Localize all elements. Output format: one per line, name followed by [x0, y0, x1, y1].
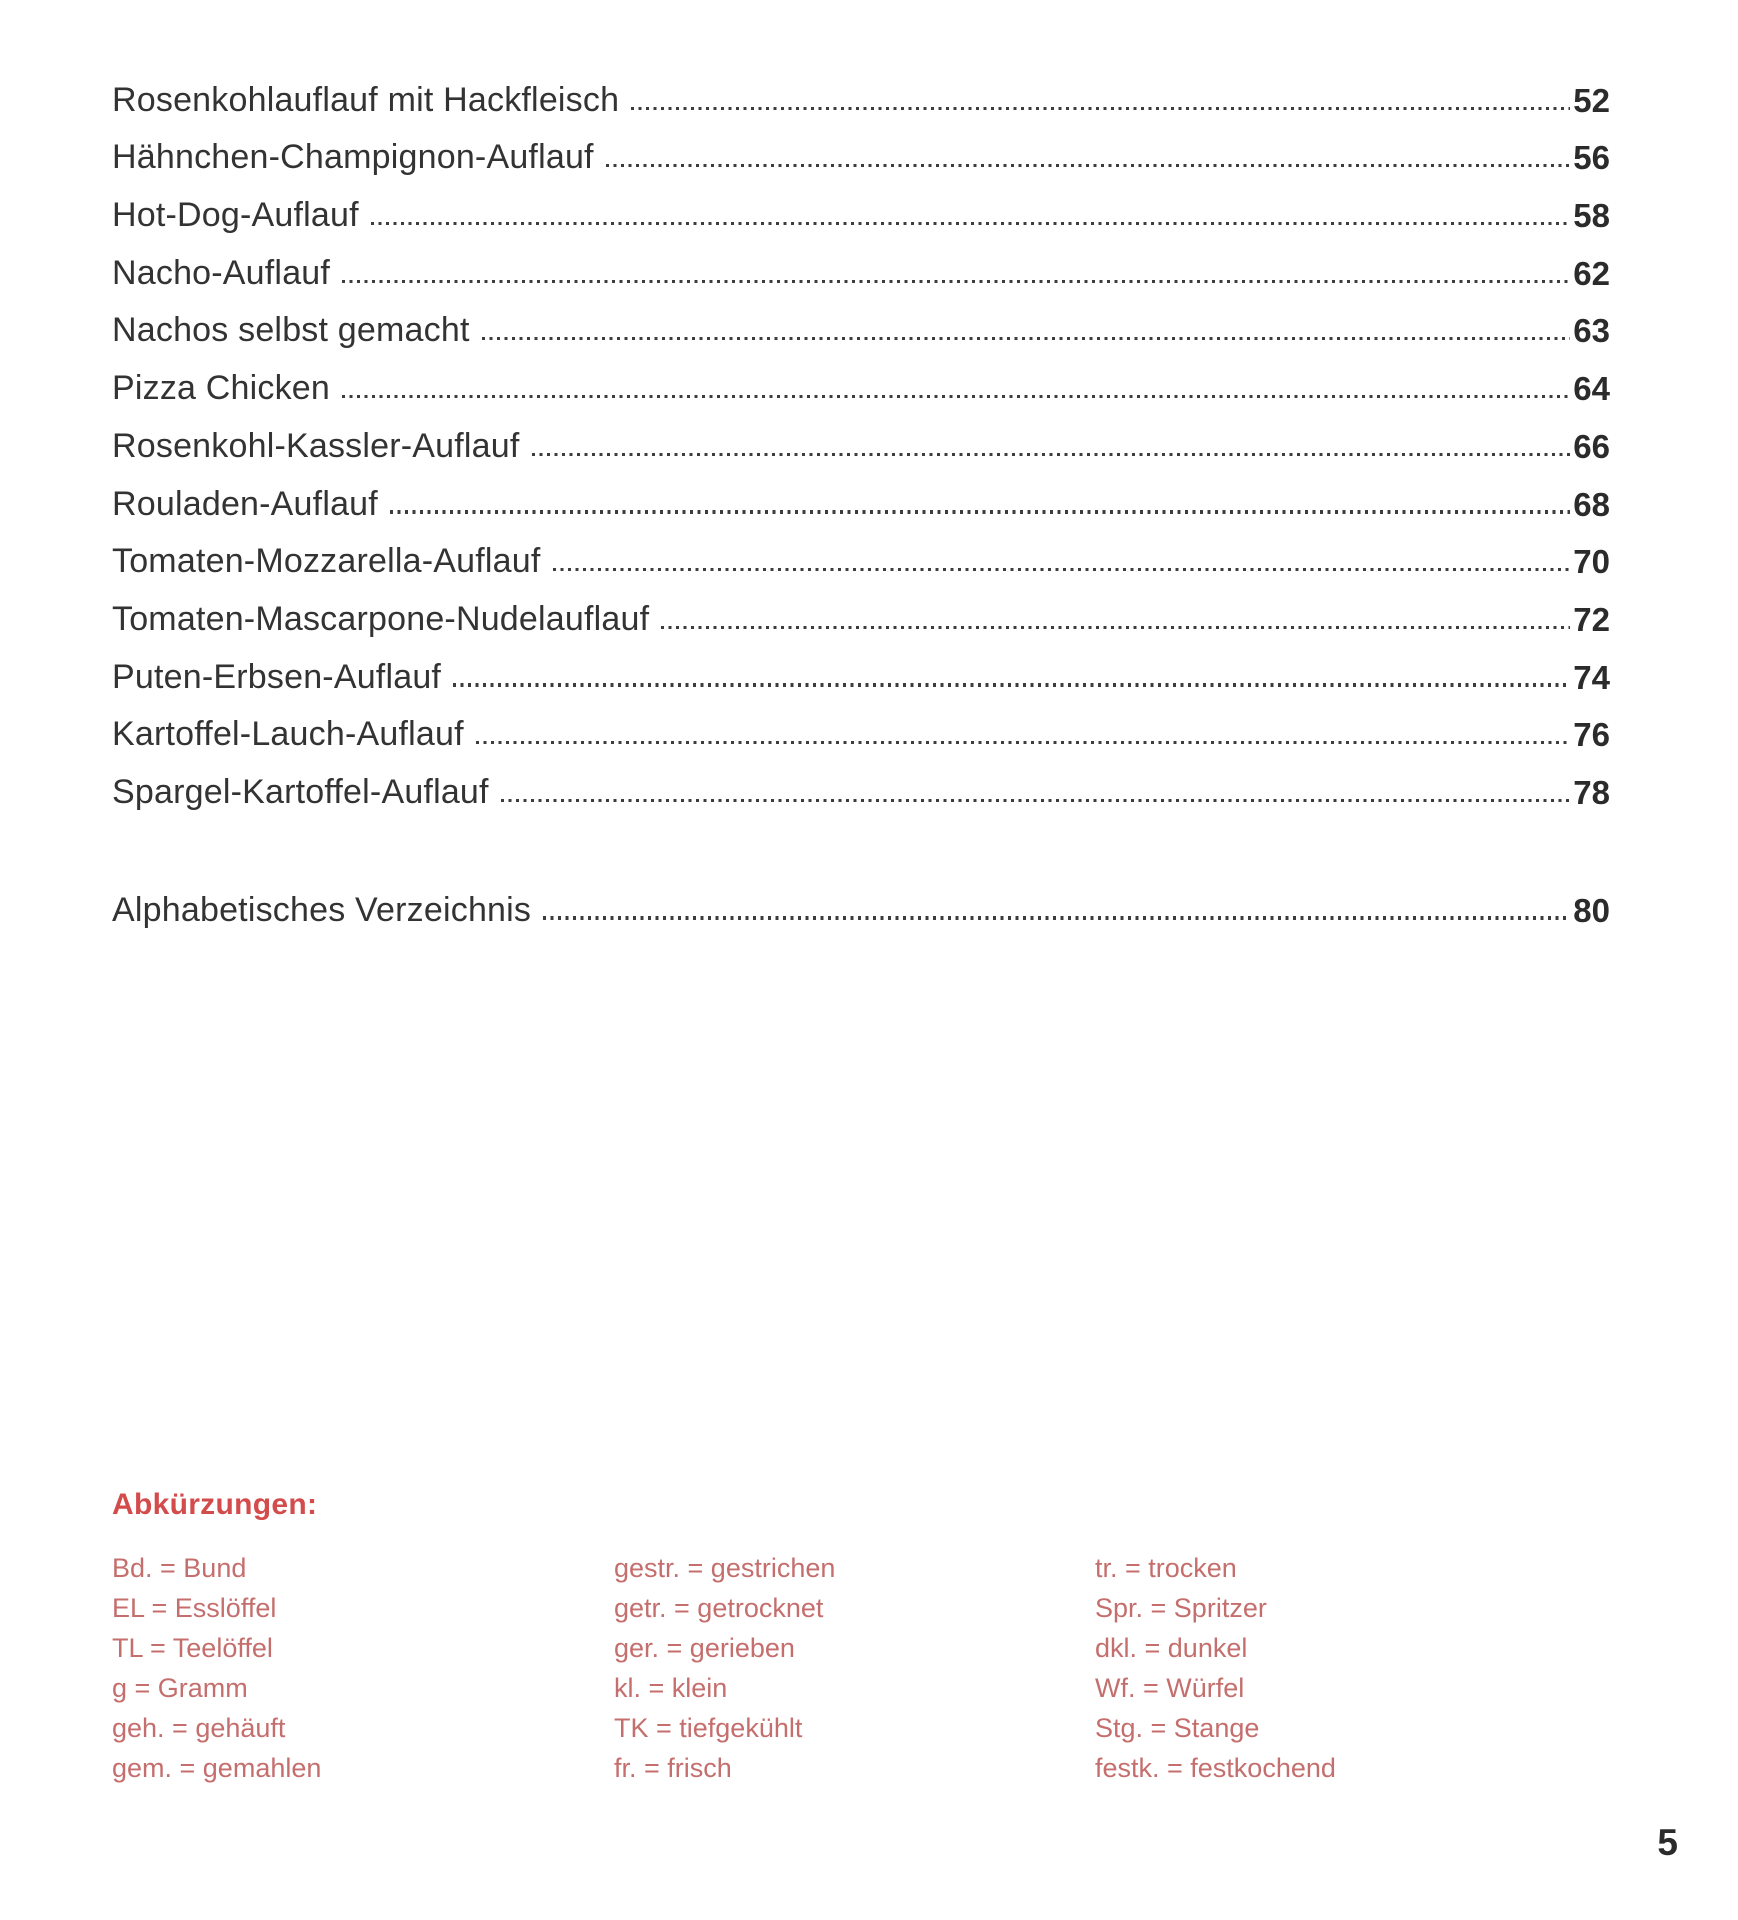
abbreviations-column [614, 1548, 1095, 1788]
abbreviations-columns [112, 1548, 1678, 1788]
toc-entry-label: Pizza Chicken [112, 369, 331, 408]
toc-entry-page-number: 72 [1573, 600, 1610, 638]
toc-entry-page-number: 63 [1573, 312, 1610, 350]
abbreviation-item: tr. = trocken [1095, 1553, 1237, 1583]
toc-row [112, 636, 1610, 694]
toc-row [112, 174, 1610, 235]
dotted-leader [476, 741, 1571, 744]
toc-entry-page-number: 74 [1573, 658, 1610, 696]
toc-row [112, 751, 1610, 809]
dotted-leader [342, 395, 1570, 398]
toc-list [112, 59, 1610, 927]
dotted-leader [661, 626, 1570, 629]
page-number: 5 [1657, 1822, 1678, 1863]
abbreviations-column [112, 1548, 614, 1788]
toc-row [112, 463, 1610, 521]
toc-entry-label: Spargel-Kartoffel-Auflauf [112, 772, 489, 811]
toc-entry-page-number: 68 [1573, 485, 1610, 523]
toc-entry-page-number: 52 [1573, 81, 1610, 119]
toc-entry-label: Rosenkohl-Kassler-Auflauf [112, 426, 520, 465]
abbreviation-item: g = Gramm [112, 1673, 248, 1703]
abbreviation-item: TK = tiefgekühlt [614, 1713, 803, 1743]
toc-entry-label: Kartoffel-Lauch-Auflauf [112, 715, 464, 754]
abbreviation-item: dkl. = dunkel [1095, 1633, 1248, 1663]
abbreviation-item: EL = Esslöffel [112, 1593, 277, 1623]
toc-entry-page-number: 56 [1573, 139, 1610, 177]
abbreviation-item: getr. = getrocknet [614, 1593, 824, 1623]
abbreviations-title: Abkürzungen: [112, 1488, 318, 1521]
toc-entry-page-number: 78 [1573, 773, 1610, 811]
abbreviations-column [1095, 1548, 1336, 1788]
dotted-leader [543, 916, 1570, 919]
toc-entry-label: Rouladen-Auflauf [112, 484, 378, 523]
toc-row [112, 405, 1610, 463]
toc-entry-page-number: 70 [1573, 543, 1610, 581]
abbreviation-item: gem. = gemahlen [112, 1753, 322, 1783]
toc-row [112, 290, 1610, 348]
dotted-leader [501, 799, 1571, 802]
toc-entry-page-number: 58 [1573, 197, 1610, 235]
dotted-leader [553, 568, 1571, 571]
abbreviation-item: gestr. = gestrichen [614, 1553, 836, 1583]
index-row [112, 869, 1610, 927]
abbreviation-item: geh. = gehäuft [112, 1713, 286, 1743]
toc-entry-label: Alphabetisches Verzeichnis [112, 890, 532, 929]
abbreviation-item: Spr. = Spritzer [1095, 1593, 1267, 1623]
toc-row [112, 117, 1610, 175]
toc-row [112, 347, 1610, 408]
abbreviation-item: Bd. = Bund [112, 1553, 247, 1583]
dotted-leader [453, 683, 1570, 686]
toc-entry-label: Rosenkohlauflauf mit Hackfleisch [112, 80, 620, 119]
toc-entry-label: Tomaten-Mozzarella-Auflauf [112, 542, 541, 581]
abbreviation-item: ger. = gerieben [614, 1633, 795, 1663]
abbreviation-item: festk. = festkochend [1095, 1753, 1336, 1783]
abbreviation-item: kl. = klein [614, 1673, 728, 1703]
dotted-leader [371, 222, 1571, 225]
toc-entry-label: Hot-Dog-Auflauf [112, 196, 359, 235]
toc-entry-page-number: 62 [1573, 254, 1610, 292]
dotted-leader [342, 280, 1570, 283]
abbreviation-item: fr. = frisch [614, 1753, 732, 1783]
toc-row [112, 521, 1610, 579]
abbreviation-item: TL = Teelöffel [112, 1633, 273, 1663]
toc-row [112, 694, 1610, 752]
toc-entry-label: Nacho-Auflauf [112, 253, 331, 292]
toc-entry-page-number: 64 [1573, 370, 1610, 408]
toc-row [112, 578, 1610, 636]
abbreviation-item: Stg. = Stange [1095, 1713, 1260, 1743]
dotted-leader [606, 164, 1571, 167]
toc-entry-label: Hähnchen-Champignon-Auflauf [112, 138, 594, 177]
toc-entry-page-number: 76 [1573, 716, 1610, 754]
abbreviations-section [112, 1488, 1678, 1788]
toc-entry-label: Nachos selbst gemacht [112, 311, 470, 350]
dotted-leader [532, 453, 1571, 456]
toc-entry-page-number: 80 [1573, 891, 1610, 929]
toc-entry-label: Puten-Erbsen-Auflauf [112, 657, 442, 696]
dotted-leader [631, 107, 1570, 110]
toc-row [112, 232, 1610, 290]
abbreviation-item: Wf. = Würfel [1095, 1673, 1245, 1703]
toc-row [112, 59, 1610, 117]
toc-entry-page-number: 66 [1573, 427, 1610, 465]
dotted-leader [390, 510, 1570, 513]
dotted-leader [482, 337, 1571, 340]
toc-entry-label: Tomaten-Mascarpone-Nudelauflauf [112, 599, 650, 638]
